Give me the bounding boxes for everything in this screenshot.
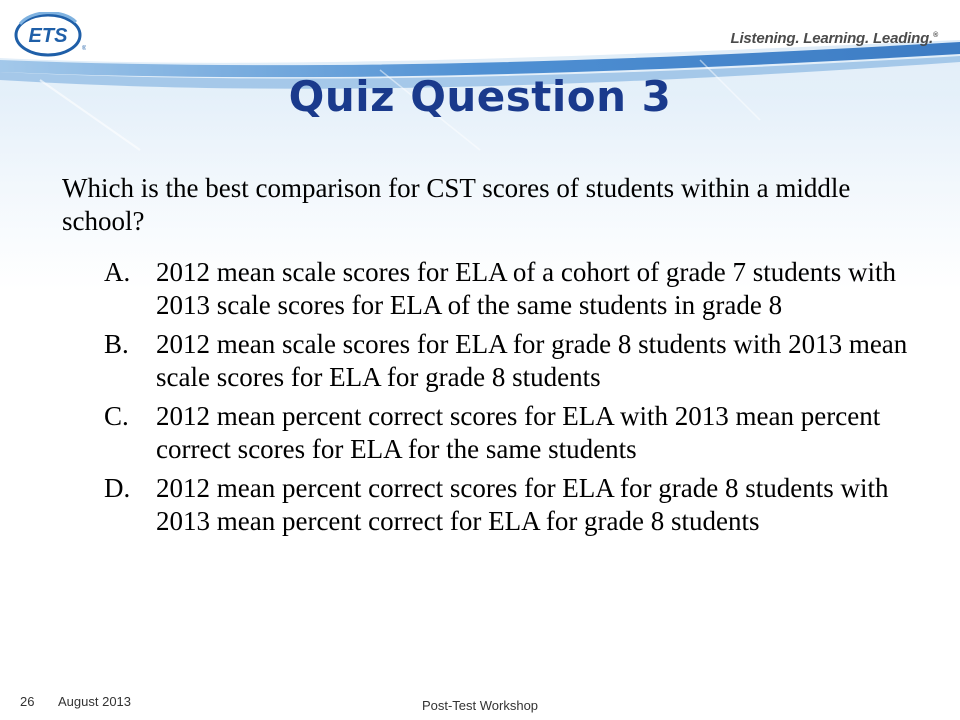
tagline: [730, 30, 938, 47]
svg-text:®: ®: [82, 46, 86, 52]
option-text: 2012 mean percent correct scores for ELA with 2013 mean percent correct scores for ELA for the same students: [156, 401, 881, 464]
option-c: [104, 400, 924, 466]
slide-title: Quiz Question 3: [288, 72, 672, 121]
ets-logo: [14, 12, 86, 58]
option-letter: B.: [104, 329, 129, 359]
svg-text:ETS: ETS: [28, 25, 68, 47]
option-letter: A.: [104, 257, 131, 287]
slide-number: 26: [20, 694, 35, 709]
tagline-trademark: ®: [933, 32, 938, 39]
option-a: [104, 256, 924, 322]
option-letter: D.: [104, 473, 131, 503]
footer-date: August 2013: [58, 694, 132, 709]
answer-options: [104, 256, 924, 544]
footer-title: Post-Test Workshop: [421, 698, 539, 713]
question-text: Which is the best comparison for CST scores of students within a middle school?: [62, 173, 851, 236]
tagline-text: Listening. Learning. Leading.: [730, 30, 934, 47]
option-letter: C.: [104, 401, 129, 431]
option-text: 2012 mean scale scores for ELA of a cohort of grade 7 students with 2013 scale scores for ELA of the same students in grade 8: [156, 257, 897, 320]
option-text: 2012 mean scale scores for ELA for grade 8 students with 2013 mean scale scores for ELA for grade 8 students: [156, 329, 908, 392]
option-d: [104, 472, 924, 538]
option-b: [104, 328, 924, 394]
option-text: 2012 mean percent correct scores for ELA for grade 8 students with 2013 mean percent correct for ELA for grade 8 students: [156, 473, 889, 536]
